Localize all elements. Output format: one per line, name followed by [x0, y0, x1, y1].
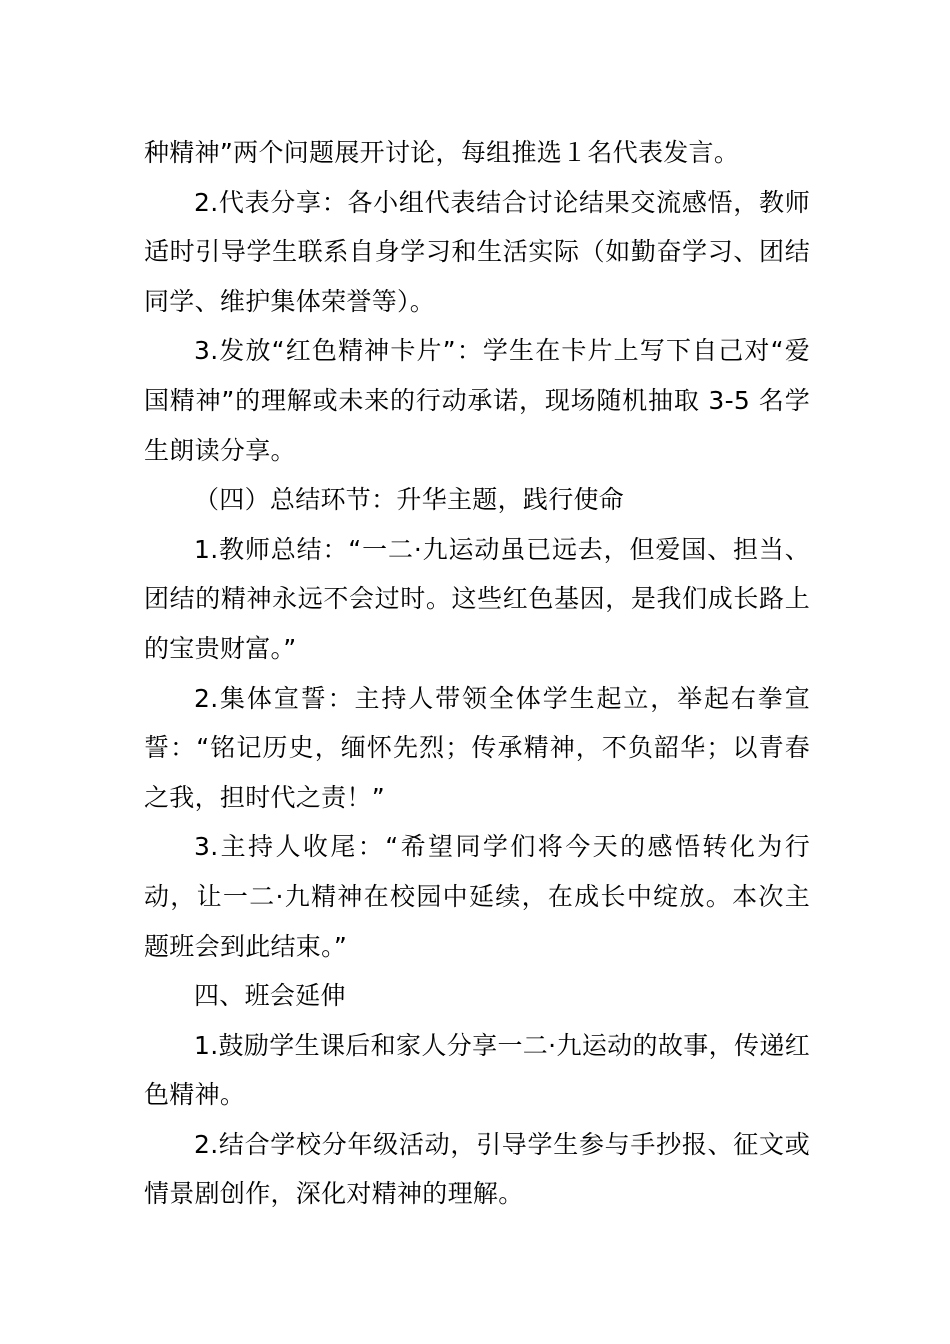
section-heading-summary: （四）总结环节：升华主题，践行使命 — [194, 485, 625, 515]
paragraph-family-sharing: 1.鼓励学生课后和家人分享一二·九运动的故事，传递红色精神。 — [144, 1030, 810, 1110]
paragraph-teacher-summary: 1.教师总结：“一二·九运动虽已远去，但爱国、担当、团结的精神永远不会过时。这些红色基因，是我们成长路上的宝贵财富。” — [144, 534, 810, 663]
paragraph-representative-sharing: 2.代表分享：各小组代表结合讨论结果交流感悟，教师适时引导学生联系自身学习和生活实际（如勤奋学习、团结同学、维护集体荣誉等）。 — [144, 187, 810, 316]
paragraph-host-closing: 3.主持人收尾：“希望同学们将今天的感悟转化为行动，让一二·九精神在校园中延续，在成长中绽放。本次主题班会到此结束。” — [144, 832, 810, 961]
paragraph-spirit-cards: 3.发放“红色精神卡片”：学生在卡片上写下自己对“爱国精神”的理解或未来的行动承诺，现场随机抽取 3-5 名学生朗读分享。 — [144, 336, 810, 465]
paragraph-school-activities: 2.结合学校分年级活动，引导学生参与手抄报、征文或情景剧创作，深化对精神的理解。 — [144, 1129, 810, 1209]
paragraph-collective-oath: 2.集体宣誓：主持人带领全体学生起立，举起右拳宣誓：“铭记历史，缅怀先烈；传承精神，不负韶华；以青春之我，担时代之责！” — [144, 683, 810, 812]
paragraph-continuation: 种精神”两个问题展开讨论，每组推选１名代表发言。 — [144, 138, 740, 167]
section-heading-extension: 四、班会延伸 — [194, 981, 346, 1011]
document-body — [144, 128, 810, 1219]
